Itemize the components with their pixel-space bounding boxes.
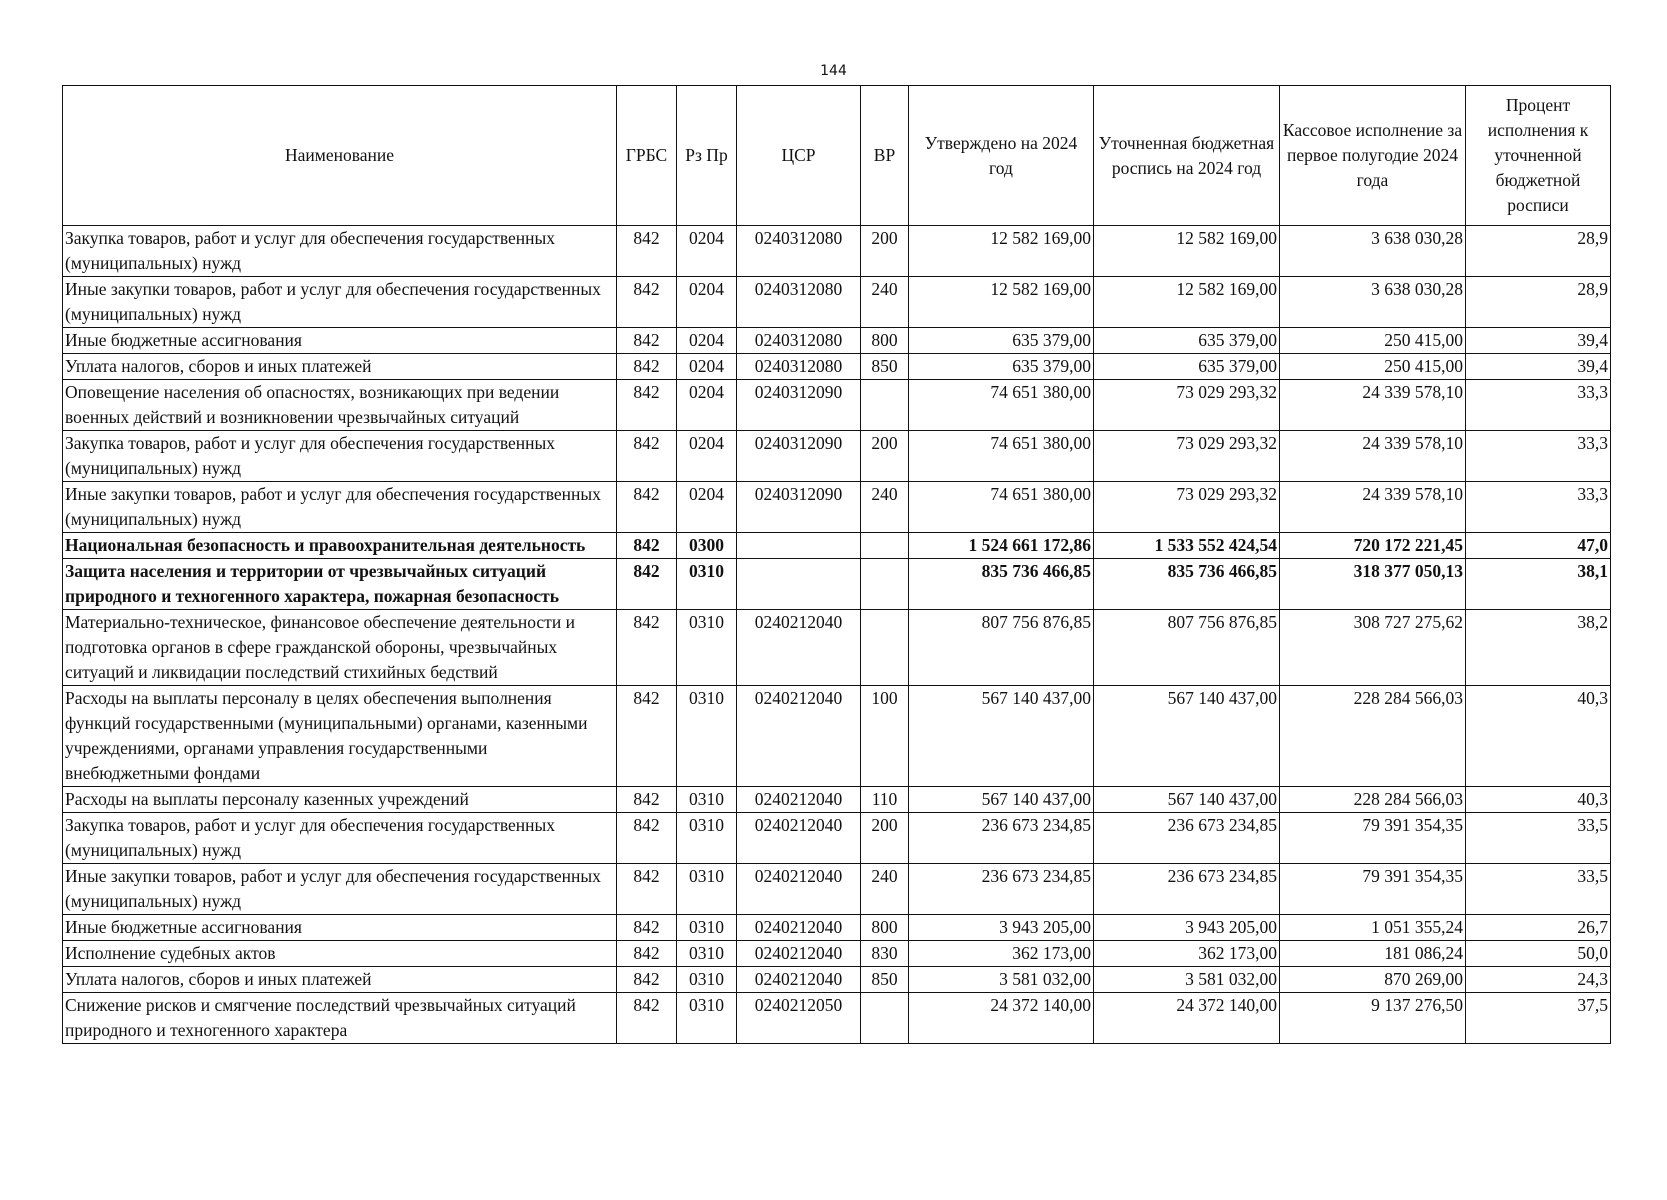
cell-refined: 12 582 169,00 — [1094, 277, 1280, 328]
cell-name: Иные бюджетные ассигнования — [63, 328, 617, 354]
cell-cash: 79 391 354,35 — [1280, 864, 1466, 915]
header-percent: Процент исполнения к уточненной бюджетной росписи — [1466, 86, 1611, 226]
cell-refined: 73 029 293,32 — [1094, 482, 1280, 533]
cell-refined: 567 140 437,00 — [1094, 787, 1280, 813]
cell-name: Оповещение населения об опасностях, возникающих при ведении военных действий и возникновении чрезвычайных ситуаций — [63, 380, 617, 431]
cell-vr: 100 — [861, 686, 909, 787]
cell-grbs: 842 — [617, 993, 677, 1044]
cell-rzpr: 0204 — [677, 431, 737, 482]
cell-rzpr: 0300 — [677, 533, 737, 559]
cell-cash: 3 638 030,28 — [1280, 277, 1466, 328]
cell-refined: 12 582 169,00 — [1094, 226, 1280, 277]
cell-rzpr: 0310 — [677, 967, 737, 993]
cell-grbs: 842 — [617, 559, 677, 610]
cell-vr: 830 — [861, 941, 909, 967]
cell-cash: 24 339 578,10 — [1280, 431, 1466, 482]
cell-percent: 38,2 — [1466, 610, 1611, 686]
cell-name: Национальная безопасность и правоохранительная деятельность — [63, 533, 617, 559]
cell-refined: 236 673 234,85 — [1094, 813, 1280, 864]
table-row — [63, 559, 1611, 610]
cell-grbs: 842 — [617, 864, 677, 915]
cell-vr: 200 — [861, 431, 909, 482]
cell-csr: 0240212040 — [737, 787, 861, 813]
cell-vr — [861, 380, 909, 431]
cell-grbs: 842 — [617, 380, 677, 431]
cell-percent: 39,4 — [1466, 328, 1611, 354]
table-row — [63, 941, 1611, 967]
cell-vr: 850 — [861, 967, 909, 993]
cell-approved: 635 379,00 — [909, 328, 1094, 354]
table-header-row — [63, 86, 1611, 226]
cell-approved: 835 736 466,85 — [909, 559, 1094, 610]
cell-vr: 240 — [861, 482, 909, 533]
cell-percent: 47,0 — [1466, 533, 1611, 559]
table-row — [63, 686, 1611, 787]
cell-percent: 28,9 — [1466, 277, 1611, 328]
cell-vr: 200 — [861, 813, 909, 864]
cell-rzpr: 0310 — [677, 993, 737, 1044]
cell-cash: 181 086,24 — [1280, 941, 1466, 967]
cell-percent: 33,3 — [1466, 482, 1611, 533]
table-row — [63, 277, 1611, 328]
cell-percent: 33,5 — [1466, 813, 1611, 864]
cell-approved: 24 372 140,00 — [909, 993, 1094, 1044]
cell-percent: 50,0 — [1466, 941, 1611, 967]
cell-name: Иные закупки товаров, работ и услуг для обеспечения государственных (муниципальных) нужд — [63, 864, 617, 915]
cell-name: Расходы на выплаты персоналу в целях обеспечения выполнения функций государственными (муниципальными) органами, казенными учреждениями, органами управления государственными внебюджетными фондами — [63, 686, 617, 787]
cell-refined: 73 029 293,32 — [1094, 380, 1280, 431]
header-csr: ЦСР — [737, 86, 861, 226]
table-row — [63, 915, 1611, 941]
cell-refined: 3 581 032,00 — [1094, 967, 1280, 993]
cell-cash: 308 727 275,62 — [1280, 610, 1466, 686]
cell-grbs: 842 — [617, 328, 677, 354]
cell-vr: 240 — [861, 864, 909, 915]
cell-name: Иные бюджетные ассигнования — [63, 915, 617, 941]
cell-csr: 0240212040 — [737, 610, 861, 686]
cell-csr: 0240312090 — [737, 431, 861, 482]
table-row — [63, 226, 1611, 277]
cell-grbs: 842 — [617, 941, 677, 967]
cell-cash: 250 415,00 — [1280, 328, 1466, 354]
cell-grbs: 842 — [617, 813, 677, 864]
cell-grbs: 842 — [617, 354, 677, 380]
header-name: Наименование — [63, 86, 617, 226]
cell-name: Снижение рисков и смягчение последствий чрезвычайных ситуаций природного и техногенного характера — [63, 993, 617, 1044]
cell-percent: 26,7 — [1466, 915, 1611, 941]
cell-csr: 0240212040 — [737, 864, 861, 915]
cell-vr — [861, 533, 909, 559]
cell-csr — [737, 559, 861, 610]
cell-rzpr: 0204 — [677, 226, 737, 277]
cell-name: Расходы на выплаты персоналу казенных учреждений — [63, 787, 617, 813]
cell-vr: 800 — [861, 915, 909, 941]
cell-vr: 850 — [861, 354, 909, 380]
table-row — [63, 967, 1611, 993]
table-row — [63, 993, 1611, 1044]
cell-approved: 12 582 169,00 — [909, 277, 1094, 328]
cell-approved: 567 140 437,00 — [909, 787, 1094, 813]
cell-rzpr: 0310 — [677, 559, 737, 610]
cell-rzpr: 0310 — [677, 686, 737, 787]
cell-grbs: 842 — [617, 787, 677, 813]
cell-rzpr: 0310 — [677, 610, 737, 686]
cell-rzpr: 0310 — [677, 915, 737, 941]
cell-percent: 39,4 — [1466, 354, 1611, 380]
cell-csr: 0240212050 — [737, 993, 861, 1044]
cell-vr: 800 — [861, 328, 909, 354]
cell-percent: 24,3 — [1466, 967, 1611, 993]
table-row — [63, 864, 1611, 915]
cell-refined: 567 140 437,00 — [1094, 686, 1280, 787]
cell-name: Исполнение судебных актов — [63, 941, 617, 967]
cell-csr: 0240212040 — [737, 686, 861, 787]
cell-name: Закупка товаров, работ и услуг для обеспечения государственных (муниципальных) нужд — [63, 431, 617, 482]
cell-refined: 807 756 876,85 — [1094, 610, 1280, 686]
table-row — [63, 354, 1611, 380]
cell-percent: 33,3 — [1466, 431, 1611, 482]
cell-rzpr: 0204 — [677, 328, 737, 354]
cell-percent: 40,3 — [1466, 787, 1611, 813]
cell-percent: 33,5 — [1466, 864, 1611, 915]
cell-rzpr: 0310 — [677, 941, 737, 967]
cell-percent: 38,1 — [1466, 559, 1611, 610]
table-row — [63, 482, 1611, 533]
cell-csr: 0240312080 — [737, 354, 861, 380]
cell-csr: 0240312080 — [737, 226, 861, 277]
cell-vr — [861, 993, 909, 1044]
cell-cash: 9 137 276,50 — [1280, 993, 1466, 1044]
cell-vr — [861, 559, 909, 610]
cell-cash: 79 391 354,35 — [1280, 813, 1466, 864]
cell-cash: 318 377 050,13 — [1280, 559, 1466, 610]
cell-rzpr: 0204 — [677, 277, 737, 328]
cell-approved: 236 673 234,85 — [909, 864, 1094, 915]
cell-cash: 24 339 578,10 — [1280, 482, 1466, 533]
cell-grbs: 842 — [617, 533, 677, 559]
cell-refined: 362 173,00 — [1094, 941, 1280, 967]
table-row — [63, 610, 1611, 686]
cell-grbs: 842 — [617, 610, 677, 686]
cell-approved: 74 651 380,00 — [909, 482, 1094, 533]
cell-name: Защита населения и территории от чрезвычайных ситуаций природного и техногенного характера, пожарная безопасность — [63, 559, 617, 610]
cell-grbs: 842 — [617, 967, 677, 993]
cell-percent: 28,9 — [1466, 226, 1611, 277]
cell-cash: 720 172 221,45 — [1280, 533, 1466, 559]
cell-csr — [737, 533, 861, 559]
cell-refined: 24 372 140,00 — [1094, 993, 1280, 1044]
cell-refined: 236 673 234,85 — [1094, 864, 1280, 915]
cell-approved: 635 379,00 — [909, 354, 1094, 380]
header-grbs: ГРБС — [617, 86, 677, 226]
cell-cash: 24 339 578,10 — [1280, 380, 1466, 431]
cell-approved: 74 651 380,00 — [909, 431, 1094, 482]
cell-name: Уплата налогов, сборов и иных платежей — [63, 354, 617, 380]
cell-csr: 0240212040 — [737, 915, 861, 941]
cell-name: Иные закупки товаров, работ и услуг для обеспечения государственных (муниципальных) нужд — [63, 277, 617, 328]
cell-csr: 0240312090 — [737, 380, 861, 431]
table-row — [63, 533, 1611, 559]
cell-csr: 0240212040 — [737, 813, 861, 864]
cell-csr: 0240312080 — [737, 328, 861, 354]
cell-cash: 870 269,00 — [1280, 967, 1466, 993]
cell-name: Материально-техническое, финансовое обеспечение деятельности и подготовка органов в сфере гражданской обороны, чрезвычайных ситуаций и ликвидации последствий стихийных бедствий — [63, 610, 617, 686]
cell-rzpr: 0204 — [677, 482, 737, 533]
cell-percent: 33,3 — [1466, 380, 1611, 431]
page-number: 144 — [820, 63, 847, 79]
cell-approved: 1 524 661 172,86 — [909, 533, 1094, 559]
cell-rzpr: 0204 — [677, 354, 737, 380]
cell-refined: 1 533 552 424,54 — [1094, 533, 1280, 559]
header-rzpr: Рз Пр — [677, 86, 737, 226]
cell-refined: 635 379,00 — [1094, 328, 1280, 354]
cell-vr: 240 — [861, 277, 909, 328]
budget-table — [62, 85, 1611, 1044]
table-row — [63, 380, 1611, 431]
cell-cash: 1 051 355,24 — [1280, 915, 1466, 941]
cell-grbs: 842 — [617, 686, 677, 787]
header-approved: Утверждено на 2024 год — [909, 86, 1094, 226]
header-refined: Уточненная бюджетная роспись на 2024 год — [1094, 86, 1280, 226]
cell-refined: 635 379,00 — [1094, 354, 1280, 380]
table-row — [63, 328, 1611, 354]
cell-grbs: 842 — [617, 277, 677, 328]
cell-csr: 0240212040 — [737, 941, 861, 967]
cell-approved: 362 173,00 — [909, 941, 1094, 967]
cell-csr: 0240312080 — [737, 277, 861, 328]
cell-approved: 3 943 205,00 — [909, 915, 1094, 941]
cell-cash: 250 415,00 — [1280, 354, 1466, 380]
cell-approved: 236 673 234,85 — [909, 813, 1094, 864]
cell-grbs: 842 — [617, 226, 677, 277]
table-row — [63, 431, 1611, 482]
cell-name: Уплата налогов, сборов и иных платежей — [63, 967, 617, 993]
table-body — [63, 226, 1611, 1044]
cell-csr: 0240312090 — [737, 482, 861, 533]
cell-cash: 228 284 566,03 — [1280, 787, 1466, 813]
cell-grbs: 842 — [617, 431, 677, 482]
cell-cash: 228 284 566,03 — [1280, 686, 1466, 787]
header-vr: ВР — [861, 86, 909, 226]
cell-vr: 200 — [861, 226, 909, 277]
cell-grbs: 842 — [617, 482, 677, 533]
cell-rzpr: 0310 — [677, 864, 737, 915]
cell-name: Закупка товаров, работ и услуг для обеспечения государственных (муниципальных) нужд — [63, 813, 617, 864]
cell-refined: 3 943 205,00 — [1094, 915, 1280, 941]
cell-vr — [861, 610, 909, 686]
cell-refined: 73 029 293,32 — [1094, 431, 1280, 482]
cell-rzpr: 0310 — [677, 813, 737, 864]
cell-approved: 567 140 437,00 — [909, 686, 1094, 787]
cell-name: Иные закупки товаров, работ и услуг для обеспечения государственных (муниципальных) нужд — [63, 482, 617, 533]
cell-vr: 110 — [861, 787, 909, 813]
cell-name: Закупка товаров, работ и услуг для обеспечения государственных (муниципальных) нужд — [63, 226, 617, 277]
cell-cash: 3 638 030,28 — [1280, 226, 1466, 277]
cell-refined: 835 736 466,85 — [1094, 559, 1280, 610]
cell-approved: 74 651 380,00 — [909, 380, 1094, 431]
cell-rzpr: 0204 — [677, 380, 737, 431]
cell-rzpr: 0310 — [677, 787, 737, 813]
cell-approved: 807 756 876,85 — [909, 610, 1094, 686]
cell-approved: 12 582 169,00 — [909, 226, 1094, 277]
header-cash: Кассовое исполнение за первое полугодие 2024 года — [1280, 86, 1466, 226]
cell-percent: 40,3 — [1466, 686, 1611, 787]
table-row — [63, 787, 1611, 813]
table-row — [63, 813, 1611, 864]
cell-csr: 0240212040 — [737, 967, 861, 993]
cell-grbs: 842 — [617, 915, 677, 941]
cell-approved: 3 581 032,00 — [909, 967, 1094, 993]
cell-percent: 37,5 — [1466, 993, 1611, 1044]
